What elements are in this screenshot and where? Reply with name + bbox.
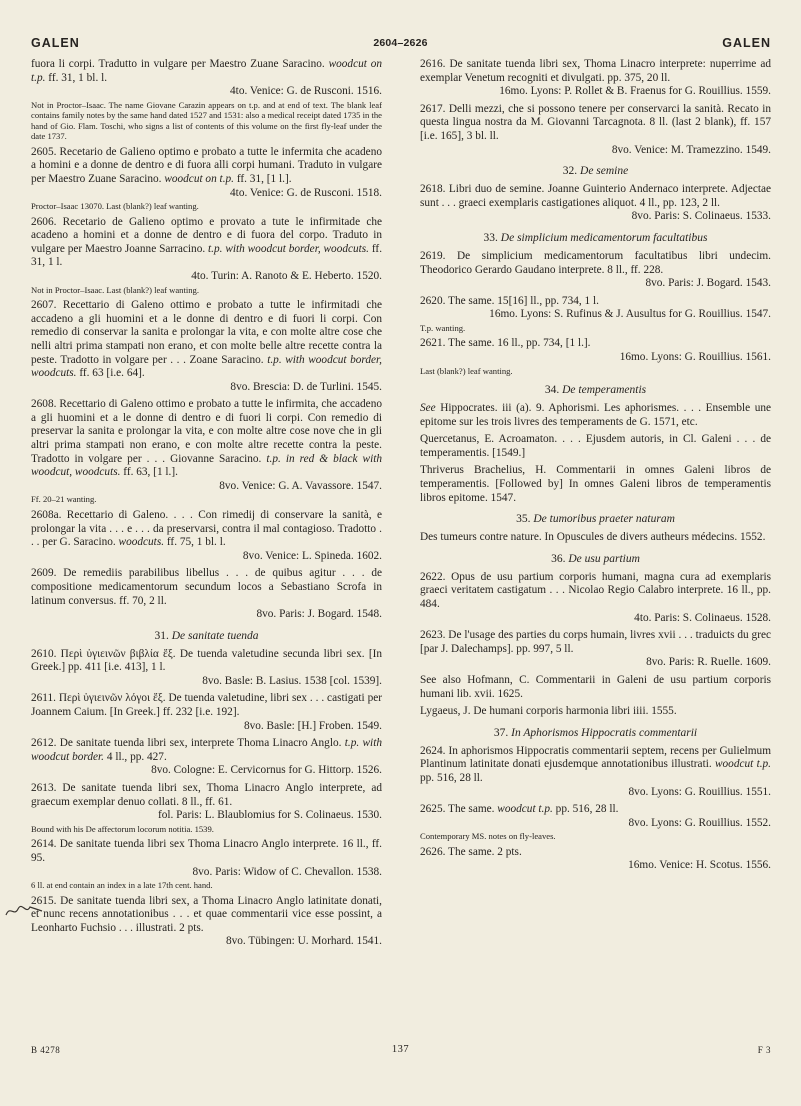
imprint: 4to. Venice: G. de Rusconi. 1518. xyxy=(230,186,382,199)
entry-text: 2612. De sanitate tuenda libri sex, interprete Thoma Linacro Anglo. xyxy=(31,737,342,750)
section-title: De tumoribus praeter naturam xyxy=(533,513,675,526)
section-number: 32. xyxy=(562,165,578,178)
entry-2604-cont xyxy=(31,58,382,142)
entry-extent: ff. 31, [1 l.]. xyxy=(236,172,292,185)
cross-reference xyxy=(420,433,771,460)
section-heading-32 xyxy=(420,165,771,177)
section-title: De usu partium xyxy=(568,552,640,565)
running-head-right: GALEN xyxy=(722,36,771,50)
entry-2607 xyxy=(31,299,382,394)
entry-text: 2626. The same. 2 pts. xyxy=(420,845,522,858)
entry-2618 xyxy=(420,183,771,224)
imprint: 8vo. Basle: B. Lasius. 1538 [col. 1539]. xyxy=(202,674,382,687)
see-label: See xyxy=(420,402,436,415)
gathering-mark: F 3 xyxy=(757,1045,771,1055)
entry-text: See also Hofmann, C. Commentarii in Galeni de usu partium corporis humani lib. xvii. 1625. xyxy=(420,674,771,700)
imprint: 16mo. Venice: H. Scotus. 1556. xyxy=(628,859,771,872)
cross-reference xyxy=(420,464,771,505)
cross-reference xyxy=(420,531,771,545)
section-number: 31. xyxy=(154,629,169,642)
entry-2609 xyxy=(31,567,382,621)
imprint: 8vo. Cologne: E. Cervicornus for G. Hittorp. 1526. xyxy=(151,764,382,777)
entry-italic: woodcut on t.p. xyxy=(31,58,383,84)
entry-2621 xyxy=(420,337,771,376)
entry-text: 2613. De sanitate tuenda libri sex, Thoma Linacro Anglo interprete, ad graecum exemplar denuo collati. 8 ll., ff. 61. xyxy=(31,782,382,808)
entry-text: 2625. The same. xyxy=(420,803,495,816)
section-number: 35. xyxy=(516,513,531,526)
entry-text: 2610. Περὶ ὑγιεινῶν βιβλία ἕξ. De tuenda valetudine secunda libri sex. [In Greek.] pp. 411 [i.e. 413], 1 l. xyxy=(31,647,382,674)
imprint: 8vo. Paris: J. Bogard. 1543. xyxy=(645,277,771,290)
entry-text: 2608a. Recettario di Galeno. . . . Con rimedij di conservare la sanità, e prolongar la vita . . . e . . . da preservarsi, contra il mal contagioso. Tradotto . . . per G. Saracino. xyxy=(31,508,382,549)
entry-text: Hippocrates. iii (a). 9. Aphorismi. Les aphorismes. . . . Ensemble une epitome sur les trois livres des temperaments de G. 1571, etc. xyxy=(420,402,772,428)
entry-text: 2618. Libri duo de semine. Joanne Guinterio Andernaco interprete. Adjectae sunt . . . graeci exemplaris castigationes aliquot. 4 ll., pp. 123, 2 ll. xyxy=(420,183,771,209)
cross-reference xyxy=(420,674,771,701)
entry-italic: woodcut t.p. xyxy=(714,758,772,771)
entry-2622 xyxy=(420,571,771,625)
entry-italic: woodcut on t.p. xyxy=(164,172,234,185)
note: Not in Proctor–Isaac. The name Giovane Carazin appears on t.p. and at end of text. The blank leaf contains family notes by the same hand dated 1527 and 1531: also a medical receipt dated 1735 in the hand of Gio. Flam. Toschi, who signs a list of contents of this volume on the first fly-leaf under the date 1737. xyxy=(31,99,382,142)
entry-italic: t.p. in red & black with woodcut, woodcuts. xyxy=(31,452,382,479)
entry-italic: woodcuts. xyxy=(118,536,165,549)
entry-2617 xyxy=(420,103,771,157)
note: Bound with his De affectorum locorum notitia. 1539. xyxy=(31,823,214,834)
imprint: 8vo. Basle: [H.] Froben. 1549. xyxy=(243,719,382,732)
entry-2610 xyxy=(31,648,382,689)
imprint: 4to. Turin: A. Ranoto & E. Heberto. 1520. xyxy=(191,270,382,283)
imprint: 4to. Venice: G. de Rusconi. 1516. xyxy=(230,85,382,98)
entry-extent: ff. 63, [1 l.]. xyxy=(123,466,178,479)
entry-2620 xyxy=(420,295,771,334)
note: T.p. wanting. xyxy=(420,322,466,333)
entry-2619 xyxy=(420,250,771,291)
entry-italic: t.p. with woodcut border. xyxy=(31,737,382,763)
imprint: 8vo. Tübingen: U. Morhard. 1541. xyxy=(225,935,382,948)
section-heading-33 xyxy=(420,232,771,244)
entry-italic: t.p. with woodcut border, woodcuts. xyxy=(31,353,383,380)
entry-text: 2616. De sanitate tuenda libri sex, Thoma Linacro interprete: nuperrime ad exemplar Venetum recogniti et divulgati. pp. 375, 20 ll. xyxy=(420,58,771,84)
entry-italic: t.p. with woodcut border, woodcuts. xyxy=(208,242,370,255)
entry-2616 xyxy=(420,58,771,99)
entry-text: 2614. De sanitate tuenda libri sex Thoma Linacro Anglo interprete. 16 ll., ff. 95. xyxy=(31,838,382,864)
entry-text: 2609. De remediis parabilibus libellus . . . de quibus agitur . . . de compositione medicamentorum secundum locos a Sebastiano Scrofa in latinum conversus. ff. 70, 2 ll. xyxy=(31,567,382,607)
entry-2623 xyxy=(420,629,771,670)
section-number: 36. xyxy=(551,552,566,565)
entry-2615 xyxy=(31,895,382,949)
imprint: 16mo. Lyons: P. Rollet & B. Fraenus for G. Rouillius. 1559. xyxy=(499,85,771,98)
section-number: 37. xyxy=(493,726,509,739)
imprint: 8vo. Lyons: G. Rouillius. 1552. xyxy=(628,816,771,829)
entry-2608 xyxy=(31,398,382,505)
entry-2606 xyxy=(31,216,382,295)
note: Last (blank?) leaf wanting. xyxy=(420,365,513,376)
imprint: 8vo. Brescia: D. de Turlini. 1545. xyxy=(230,380,382,393)
entry-2626 xyxy=(420,846,771,873)
section-title: De simplicium medicamentorum facultatibus xyxy=(500,231,708,244)
entry-extent: ff. 31, 1 bl. l. xyxy=(48,71,108,84)
section-title: In Aphorismos Hippocratis commentarii xyxy=(511,726,698,739)
entry-2614 xyxy=(31,838,382,890)
entry-2612 xyxy=(31,737,382,778)
entry-2608a xyxy=(31,509,382,563)
entry-text: Des tumeurs contre nature. In Opuscules de divers autheurs médecins. 1552. xyxy=(420,531,766,544)
right-column xyxy=(420,58,771,877)
entry-2624 xyxy=(420,745,771,799)
imprint: 8vo. Paris: R. Ruelle. 1609. xyxy=(646,656,771,669)
imprint: fol. Paris: L. Blaublomius for S. Colinaeus. 1530. xyxy=(157,809,382,822)
entry-text: 2607. Recettario di Galeno ottimo e probato a tutte le infirmitadi che accadeno a gli huomini et a le donne di dentro e di fuori li corpi. Con remedio di conservar la sanita e prolongar la vita, e con molte altre cose che nelli altri prima stampati non erano, et con molte belle altre recette contra la peste. Tradotto in volgare per . . . Zoane Saracino. xyxy=(31,299,382,366)
entry-text: 2622. Opus de usu partium corporis humani, magna cura ad exemplaris graeci veritatem castigatum . . . Nicolao Regio Calabro interprete. 16 ll., pp. 484. xyxy=(420,570,771,611)
entry-extent: 4 ll., pp. 427. xyxy=(106,750,167,763)
entry-2605 xyxy=(31,146,382,212)
entry-text: fuora li corpi. Tradutto in vulgare per Maestro Zuane Saracino. xyxy=(31,58,325,70)
entry-2613 xyxy=(31,782,382,834)
imprint: 8vo. Venice: G. A. Vavassore. 1547. xyxy=(219,479,382,492)
imprint: 4to. Paris: S. Colinaeus. 1528. xyxy=(634,611,771,624)
entry-text: 2623. De l'usage des parties du corps humain, livres xvii . . . traduicts du grec [par J. Dalechamps]. pp. 997, 5 ll. xyxy=(420,629,771,655)
entry-text: 2621. The same. 16 ll., pp. 734, [1 l.]. xyxy=(420,337,591,350)
left-column xyxy=(31,58,382,953)
note: 6 ll. at end contain an index in a late 17th cent. hand. xyxy=(31,880,213,891)
entry-text: 2617. Delli mezzi, che si possono tenere per conservarci la sanità. Recato in questa lingua nostra da M. Giovanni Tarcagnota. 8 ll. (last 2 blank), ff. 157 [i.e. 165], 3 bl. ll. xyxy=(420,102,771,142)
entry-extent: pp. 516, 28 ll. xyxy=(555,803,619,816)
section-heading-36 xyxy=(420,553,771,565)
section-title: De semine xyxy=(580,165,629,178)
imprint: 16mo. Lyons: S. Rufinus & J. Ausultus for G. Rouillius. 1547. xyxy=(489,308,771,321)
entry-text: Lygaeus, J. De humani corporis harmonia libri iiii. 1555. xyxy=(420,705,677,718)
imprint: 8vo. Paris: S. Colinaeus. 1533. xyxy=(631,210,771,223)
note: Proctor–Isaac 13070. Last (blank?) leaf wanting. xyxy=(31,201,199,212)
imprint: 8vo. Venice: L. Spineda. 1602. xyxy=(242,549,382,562)
signature-mark: B 4278 xyxy=(31,1045,61,1055)
section-heading-34 xyxy=(420,384,771,396)
section-title: De temperamentis xyxy=(562,384,647,397)
section-heading-35 xyxy=(420,513,771,525)
entry-text: 2615. De sanitate tuenda libri sex, a Thoma Linacro Anglo latinitate donati, et nunc recens annotationibus . . . et quae commentarii vice esse possint, a Leonharto Fuchsio . . . illustrati. 2 pts. xyxy=(31,894,382,934)
entry-text: Thriverus Brachelius, H. Commentarii in omnes Galeni libros de temperamentis. [Followed by] In omnes Galeni libros de temperamentis libros epitome. 1547. xyxy=(420,464,771,504)
section-heading-31 xyxy=(31,630,382,642)
note: Ff. 20–21 wanting. xyxy=(31,494,97,505)
section-number: 33. xyxy=(483,231,498,244)
page-number: 137 xyxy=(391,1044,410,1055)
imprint: 16mo. Lyons: G. Rouillius. 1561. xyxy=(619,351,771,363)
section-number: 34. xyxy=(544,384,560,397)
cross-reference xyxy=(420,402,771,429)
note: Contemporary MS. notes on fly-leaves. xyxy=(420,831,556,842)
section-title: De sanitate tuenda xyxy=(171,629,259,642)
entry-text: 2608. Recettario di Galeno ottimo e probato a tutte le infirmita, che accadeno a gli huomini et a le donne di dentro e di fuori li corpi. Con remedio di preservar la sanita e prolongar la vita, e con molte altre cose nove che in gli altri prima stampati non erano, e con molte altre recette contra la peste. Tradotto in volgare per . . . Giovanne Saracino. xyxy=(31,398,382,465)
note: Not in Proctor–Isaac. Last (blank?) leaf wanting. xyxy=(31,284,199,295)
entry-extent: ff. 63 [i.e. 64]. xyxy=(79,367,145,380)
entry-extent: ff. 31, 1 l. xyxy=(31,242,383,269)
imprint: 8vo. Paris: Widow of C. Chevallon. 1538. xyxy=(192,865,382,878)
section-heading-37 xyxy=(420,727,771,739)
entry-text: 2611. Περὶ ὑγιεινῶν λόγοι ἕξ. De tuenda valetudine, libri sex . . . castigati per Joannem Caium. [In Greek.] ff. 232 [i.e. 192]. xyxy=(31,692,382,719)
entry-text: 2605. Recetario de Galieno optimo e probato a tutte le infermita che acadeno a homini e a donne de dentro e di fuora alli corpi humani. Traduto in vulgare per Maestro Zuane Saracino. xyxy=(31,145,382,185)
entry-text: 2619. De simplicium medicamentorum facultatibus libri undecim. Theodorico Gerardo Gaudano interprete. 8 ll., ff. 228. xyxy=(420,249,771,276)
imprint: 8vo. Paris: J. Bogard. 1548. xyxy=(256,608,382,621)
entry-text: 2606. Recetario de Galieno optimo e provato a tute le infirmitade che acadeno a homini et a donne de dentro e di fuora del corpo. Traduto in vulgare per Maestro Joanne Sarracino. xyxy=(31,215,382,255)
entry-2625 xyxy=(420,803,771,842)
running-head-range: 2604–2626 xyxy=(373,37,428,49)
entry-extent: ff. 75, 1 bl. l. xyxy=(166,536,226,549)
entry-text: Quercetanus, E. Acroamaton. . . . Ejusdem autoris, in Cl. Galeni . . . de temperamentis. [1549.] xyxy=(420,433,771,459)
running-head-left: GALEN xyxy=(31,36,80,50)
entry-text: 2620. The same. 15[16] ll., pp. 734, 1 l. xyxy=(420,294,599,307)
imprint: 8vo. Lyons: G. Rouillius. 1551. xyxy=(628,785,771,798)
entry-italic: woodcut t.p. xyxy=(497,803,553,816)
entry-extent: pp. 516, 28 ll. xyxy=(420,771,483,784)
entry-2611 xyxy=(31,692,382,733)
cross-reference xyxy=(420,705,771,719)
handwritten-mark-icon xyxy=(4,901,44,921)
entry-text: 2624. In aphorismos Hippocratis commentarii septem, recens per Gulielmum Plantinum latinitate donati ejusdemque annotationibus illustrati. xyxy=(420,744,771,771)
imprint: 8vo. Venice: M. Tramezzino. 1549. xyxy=(611,143,771,156)
